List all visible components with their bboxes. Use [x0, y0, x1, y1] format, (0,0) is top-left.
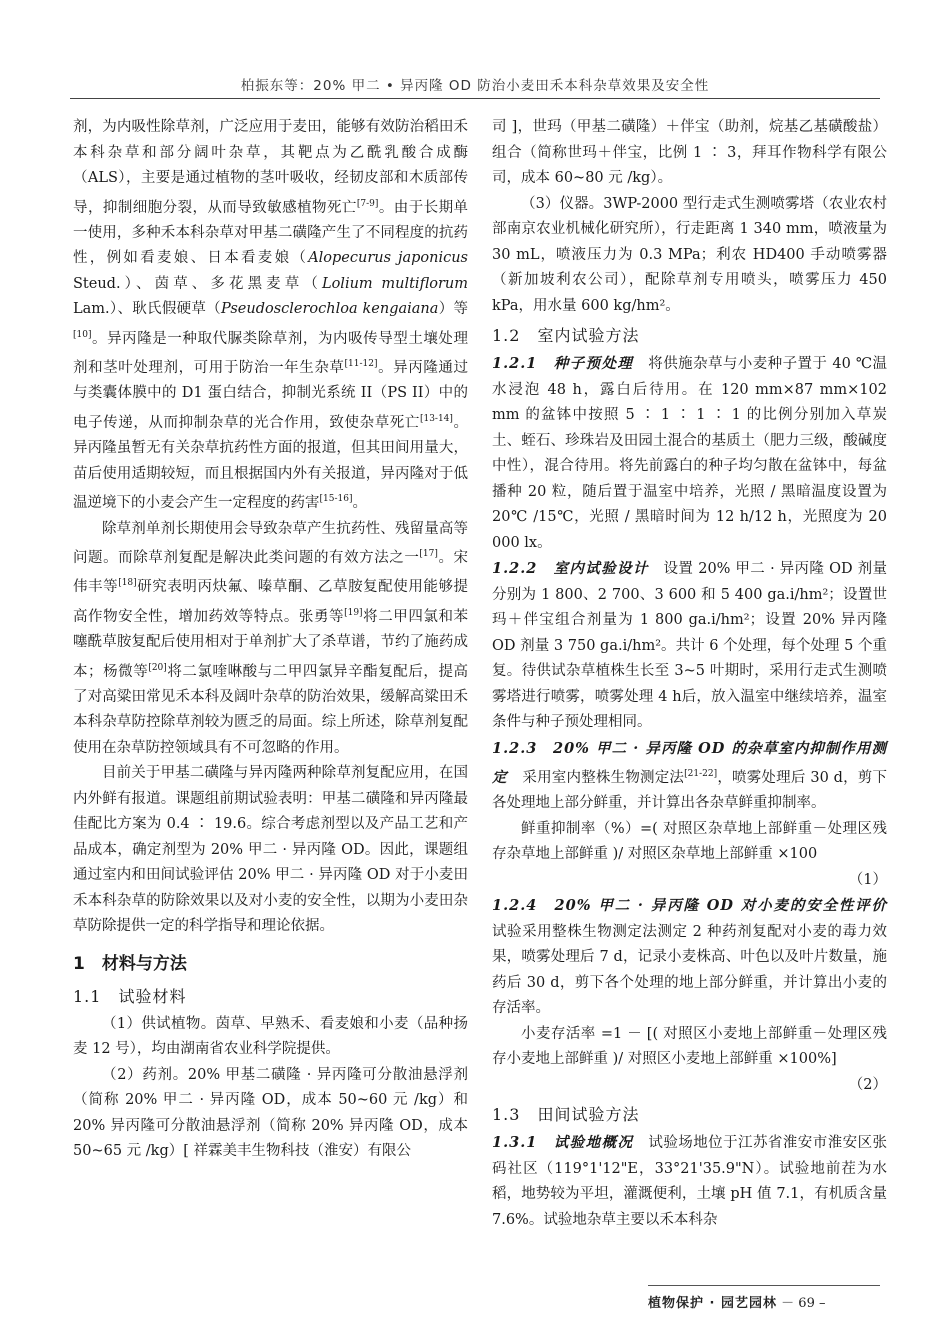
section-heading-materials-methods: 1 材料与方法 [73, 953, 187, 974]
citation[interactable]: [20] [148, 662, 167, 673]
paragraph-objective: 目前关于甲基二磺隆与异丙隆两种除草剂复配应用，在国内外鲜有报道。课题组前期试验表明：甲基二磺隆和异丙隆最佳配比方案为 0.4 ∶ 19.6。综合考虑剂型以及产品工艺和产品成本，确定剂型为 20% 甲二 · 异丙隆 OD。因此，课题组通过室内和田间试验评估 20% 甲二 · 异丙隆 OD 对于小麦田禾本科杂草的防除效果以及对小麦的安全性，以期为小麦田杂草防除提供一定的科学指导和理论依据。 [73, 765, 468, 935]
citation[interactable]: [7-9] [356, 198, 379, 209]
left-column [73, 115, 468, 1165]
subsubsection-title: 1.2.1 种子预处理 [492, 355, 634, 372]
paragraph-herbicide-mixing: 除草剂单剂长期使用会导致杂草产生抗药性、残留量高等问题。而除草剂复配是解决此类问题的有效方法之一[17]。宋伟丰等[18]研究表明丙炔氟、嗪草酮、乙草胺复配使用能够提高作物安全性，增加药效等特点。张勇等[19]将二甲四氯和苯噻酰草胺复配后使用相对于单剂扩大了杀草谱，节约了施药成本；杨微等[20]将二氯喹啉酸与二甲四氯异辛酯复配后，提高了对高粱田常见禾本科及阔叶杂草的防治效果，缓解高粱田禾本科杂草防控除草剂较为匮乏的局面。综上所述，除草剂复配使用在杂草防控领域具有不可忽略的作用。 [73, 520, 469, 756]
paragraph-instruments: （3）仪器。3WP-2000 型行走式生测喷雾塔（农业农村部南京农业机械化研究所），行走距离 1 340 mm，喷液量为 30 mL，喷液压力为 0.3 MPa；利农 HD400 手动喷雾器（新加坡利农公司），配除草剂专用喷头，喷雾压力 450 kPa，用水量 600 kg/hm²。 [492, 195, 887, 314]
citation[interactable]: [15-16] [319, 494, 353, 505]
paragraph-inhibition-assay: 1.2.3 20% 甲二 · 异丙隆 OD 的杂草室内抑制作用测定 采用室内整株生物测定法[21-22]，喷雾处理后 30 d，剪下各处理地上部分鲜重，并计算出各杂草鲜重抑制率。 [492, 739, 887, 812]
citation[interactable]: [17] [419, 549, 438, 560]
paragraph-chemicals-continued: 司 ]，世玛（甲基二磺隆）＋伴宝（助剂，烷基乙基磺酸盐）组合（简称世玛＋伴宝，比例 1 ∶ 3，拜耳作物科学有限公司，成本 60~80 元 /kg）。 [492, 119, 887, 186]
citation[interactable]: [10] [73, 329, 92, 340]
species-name: Lolium multiflorum [321, 275, 468, 292]
paragraph-plants: （1）供试植物。茵草、早熟禾、看麦娘和小麦（品种扬麦 12 号），均由湖南省农业科学院提供。 [73, 1015, 468, 1058]
paragraph-site-overview: 1.3.1 试验地概况 试验场地位于江苏省淮安市淮安区张码社区（119°1'12"E，33°21'35.9"N）。试验地前茬为水稻，地势较为平坦，灌溉便利，土壤 pH 值 7.1，有机质含量 7.6%。试验地杂草主要以禾本科杂 [492, 1134, 888, 1228]
subsection-heading-materials: 1.1 试验材料 [73, 986, 187, 1006]
subsubsection-title: 1.2.4 20% 甲二 · 异丙隆 OD 对小麦的安全性评价 [492, 897, 887, 915]
citation[interactable]: [21-22] [684, 769, 718, 779]
citation[interactable]: [18] [118, 578, 137, 589]
species-name: Pseudosclerochloa kengaiana [220, 301, 439, 318]
footer-rule [648, 1285, 880, 1286]
right-column [492, 115, 887, 1233]
paragraph-seed-pretreatment: 1.2.1 种子预处理 将供施杂草与小麦种子置于 40 ℃温水浸泡 48 h，露白后待用。在 120 mm×87 mm×102 mm 的盆钵中按照 5 ∶ 1 ∶ 1 ∶ 1 的比例分别加入草炭土、蛭石、珍珠岩及田园土混合的基质土（肥力三级，酸碱度中性），混合待用。将先前露白的种子均匀散在盆钵中，每盆播种 20 粒，随后置于温室中培养，光照 / 黑暗温度设置为 20℃ /15℃，光照 / 黑暗时间为 12 h/12 h，光照度为 20 000 lx。 [492, 355, 888, 551]
paragraph-safety-evaluation: 1.2.4 20% 甲二 · 异丙隆 OD 对小麦的安全性评价 试验采用整株生物测定法测定 2 种药剂复配对小麦的毒力效果，喷雾处理后 7 d，记录小麦株高、叶色以及叶片数量，施药后 30 d，剪下各个处理的地上部分鲜重，并计算出小麦的存活率。 [492, 897, 887, 1017]
subsubsection-title: 1.2.3 20% 甲二 · 异丙隆 OD 的杂草室内抑制作用测定 [492, 739, 887, 786]
equation-number: （2） [848, 1076, 887, 1093]
header-rule [70, 98, 880, 99]
citation[interactable]: [13-14] [419, 413, 453, 424]
equation-wheat-survival: 小麦存活率 =1 － [( 对照区小麦地上部鲜重－处理区残存小麦地上部鲜重 )/ 对照区小麦地上部鲜重 ×100%] [492, 1025, 887, 1068]
paragraph-background: 剂，为内吸性除草剂，广泛应用于麦田，能够有效防治稻田禾本科杂草和部分阔叶杂草，其靶点为乙酰乳酸合成酶（ALS），主要是通过植物的茎叶吸收，经韧皮部和木质部传导，抑制细胞分裂，从而导致敏感植物死亡[7-9]。由于长期单一使用，多种禾本科杂草对甲基二磺隆产生了不同程度的抗药性，例如看麦娘、日本看麦娘（Alopecurus japonicus Steud.）、茵草、多花黑麦草（Lolium multiflorum Lam.）、耿氏假硬草（Pseudosclerochloa kengaiana）等[10]。异丙隆是一种取代脲类除草剂，为内吸传导型土壤处理剂和茎叶处理剂，可用于防治一年生杂草[11-12]。异丙隆通过与类囊体膜中的 D1 蛋白结合，抑制光系统 II（PS II）中的电子传递，从而抑制杂草的光合作用，致使杂草死亡[13-14]。异丙隆虽暂无有关杂草抗药性方面的报道，但其田间用量大，苗后使用适期较短，而且根据国内外有关报道，异丙隆对于低温逆境下的小麦会产生一定程度的药害[15-16]。 [73, 119, 469, 512]
species-name: Alopecurus japonicus [308, 250, 468, 267]
paragraph-chemicals: （2）药剂。20% 甲基二磺隆 · 异丙隆可分散油悬浮剂（简称 20% 甲二 · 异丙隆 OD，成本 50~60 元 /kg）和 20% 异丙隆可分散油悬浮剂（简称 20% 异丙隆 OD，成本 50~65 元 /kg）[ 祥霖美丰生物科技（淮安）有限公 [73, 1066, 468, 1160]
citation[interactable]: [19] [344, 607, 363, 618]
paragraph-indoor-design: 1.2.2 室内试验设计 设置 20% 甲二 · 异丙隆 OD 剂量分别为 1 800、2 700、3 600 和 5 400 ga.i/hm²；设置世玛＋伴宝组合剂量为 1 800 ga.i/hm²；设置 20% 异丙隆 OD 剂量 3 750 ga.i/hm²。共计 6 个处理，每个处理 5 个重复。待供试杂草植株生长至 3~5 叶期时，采用行走式生测喷雾塔进行喷雾，喷雾处理 4 h后，放入温室中继续培养，温室条件与种子预处理相同。 [492, 560, 887, 730]
running-header: 柏振东等：20% 甲二 • 异丙隆 OD 防治小麦田禾本科杂草效果及安全性 [240, 78, 710, 94]
equation-fresh-weight-inhibition: 鲜重抑制率（%）=( 对照区杂草地上部鲜重－处理区残存杂草地上部鲜重 )/ 对照区杂草地上部鲜重 ×100 [492, 820, 887, 863]
journal-section: 植物保护 · 园艺园林 [648, 1296, 777, 1311]
page-footer: 植物保护 · 园艺园林 － 69 – [648, 1296, 826, 1311]
subsection-heading-indoor-methods: 1.2 室内试验方法 [492, 326, 640, 345]
page-number: 69 [798, 1296, 815, 1311]
subsubsection-title: 1.3.1 试验地概况 [492, 1134, 634, 1152]
citation[interactable]: [11-12] [344, 359, 378, 370]
page-dash: － [781, 1296, 795, 1311]
equation-number: （1） [848, 871, 887, 888]
subsubsection-title: 1.2.2 室内试验设计 [492, 560, 649, 577]
subsection-heading-field-methods: 1.3 田间试验方法 [492, 1105, 640, 1125]
